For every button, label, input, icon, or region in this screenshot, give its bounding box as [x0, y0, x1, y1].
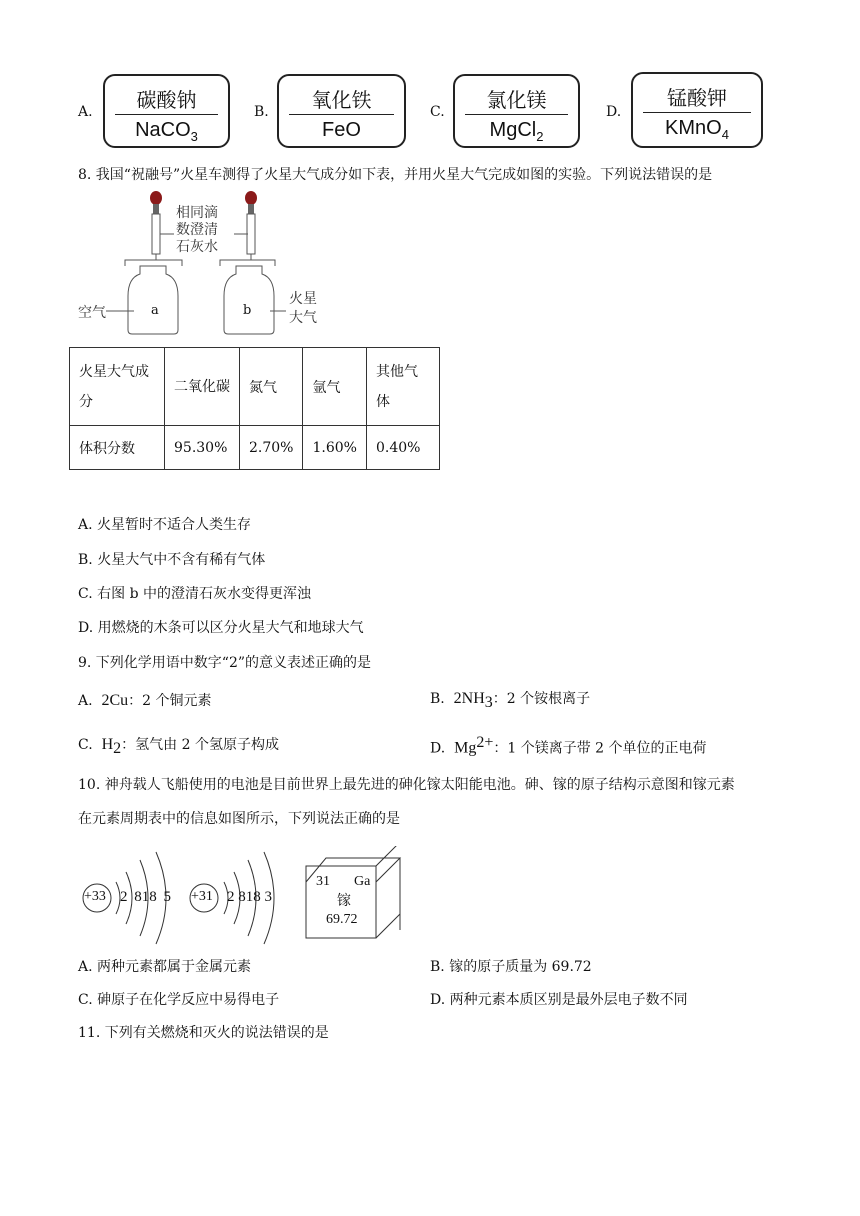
compound-name: 氧化铁: [311, 88, 372, 112]
table-header-cell: 二氧化碳: [165, 348, 240, 426]
air-label: 空气: [78, 305, 106, 321]
q7-option-a-label: [103, 74, 230, 148]
q10-option-b: B. 镓的原子质量为 69.72: [430, 959, 592, 975]
bottle-b-label: b: [243, 303, 252, 318]
q10-option-a: A. 两种元素都属于金属元素: [78, 959, 252, 975]
bottle-a-label: a: [151, 303, 159, 318]
element-name: 镓: [337, 893, 351, 909]
q8-option-a: A. 火星暂时不适合人类生存: [78, 517, 252, 533]
atomic-number: 31: [316, 874, 330, 889]
q11-stem: 11. 下列有关燃烧和灭火的说法错误的是: [78, 1025, 329, 1041]
dropper-b: [245, 191, 257, 260]
dropper-label: 相同滴 数澄清 石灰水: [176, 205, 218, 255]
q9-option-d: D. $Mg^{2+}$：1 个镁离子带 2 个单位的正电荷: [430, 734, 707, 757]
compound-formula: MgCl$_2$: [489, 119, 544, 144]
q8-option-d: D. 用燃烧的木条可以区分火星大气和地球大气: [78, 620, 364, 636]
q7-option-b-letter: B.: [254, 104, 269, 120]
compound-formula: KMnO$_4$: [665, 117, 729, 142]
q8-option-c: C. 右图 b 中的澄清石灰水变得更浑浊: [78, 586, 311, 602]
dropper-a: [150, 191, 162, 260]
table-header-cell: 氮气: [240, 348, 303, 426]
table-cell: 2.70%: [240, 426, 303, 470]
compound-name: 锰酸钾: [667, 86, 727, 110]
q9-option-c: C. $H_2$：氢气由 2 个氢原子构成: [78, 736, 279, 757]
bottle-b: [220, 260, 275, 334]
table-header-cell: 其他气体: [366, 348, 439, 426]
table-header-cell: 火星大气成分: [70, 348, 165, 426]
table-cell: 0.40%: [366, 426, 439, 470]
table-cell: 1.60%: [303, 426, 366, 470]
compound-formula: FeO: [322, 119, 361, 141]
q7-option-a-letter: A.: [78, 104, 93, 120]
table-header-cell: 氩气: [303, 348, 366, 426]
q7-option-c-letter: C.: [430, 104, 445, 120]
table-cell: 体积分数: [70, 426, 165, 470]
q7-option-d-letter: D.: [606, 104, 622, 120]
q10-stem-line-2: 在元素周期表中的信息如图所示，下列说法正确的是: [78, 811, 400, 827]
gallium-shells: 2 818 3: [227, 889, 272, 905]
q10-stem-line-1: 10. 神舟载人飞船使用的电池是目前世界上最先进的砷化镓太阳能电池。砷、镓的原子结构示意图和镓元素: [78, 777, 735, 793]
q10-option-c: C. 砷原子在化学反应中易得电子: [78, 992, 280, 1008]
bottle-a: [125, 260, 182, 334]
q7-option-b-label: [277, 74, 406, 148]
mars-air-label: 火星 大气: [289, 291, 317, 326]
table-cell: 95.30%: [165, 426, 240, 470]
mars-atmosphere-table: [69, 347, 440, 470]
table-row: [70, 348, 440, 426]
q7-option-d-label: [631, 72, 763, 148]
atomic-mass: 69.72: [326, 912, 358, 927]
q9-option-a: A. 2Cu：2 个铜元素: [78, 692, 212, 709]
q7-option-c-label: [453, 74, 580, 148]
q8-stem: 8. 我国“祝融号”火星车测得了火星大气成分如下表，并用火星大气完成如图的实验。下列说法错误的是: [78, 167, 713, 183]
gallium-nucleus: +31: [191, 889, 213, 904]
arsenic-nucleus: +33: [84, 889, 106, 904]
element-symbol: Ga: [354, 874, 371, 889]
table-row: [70, 426, 440, 470]
compound-formula: NaCO$_3$: [135, 119, 198, 144]
q9-option-b: B. $2NH_3$：2 个铵根离子: [430, 690, 591, 711]
q8-experiment-figure: [70, 188, 370, 336]
arsenic-shells: 2 818 5: [120, 889, 171, 905]
compound-name: 碳酸钠: [136, 88, 197, 112]
q10-option-d: D. 两种元素本质区别是最外层电子数不同: [430, 992, 688, 1008]
compound-name: 氯化镁: [486, 88, 547, 112]
q9-stem: 9. 下列化学用语中数字“2”的意义表述正确的是: [78, 655, 372, 671]
q8-option-b: B. 火星大气中不含有稀有气体: [78, 552, 266, 568]
